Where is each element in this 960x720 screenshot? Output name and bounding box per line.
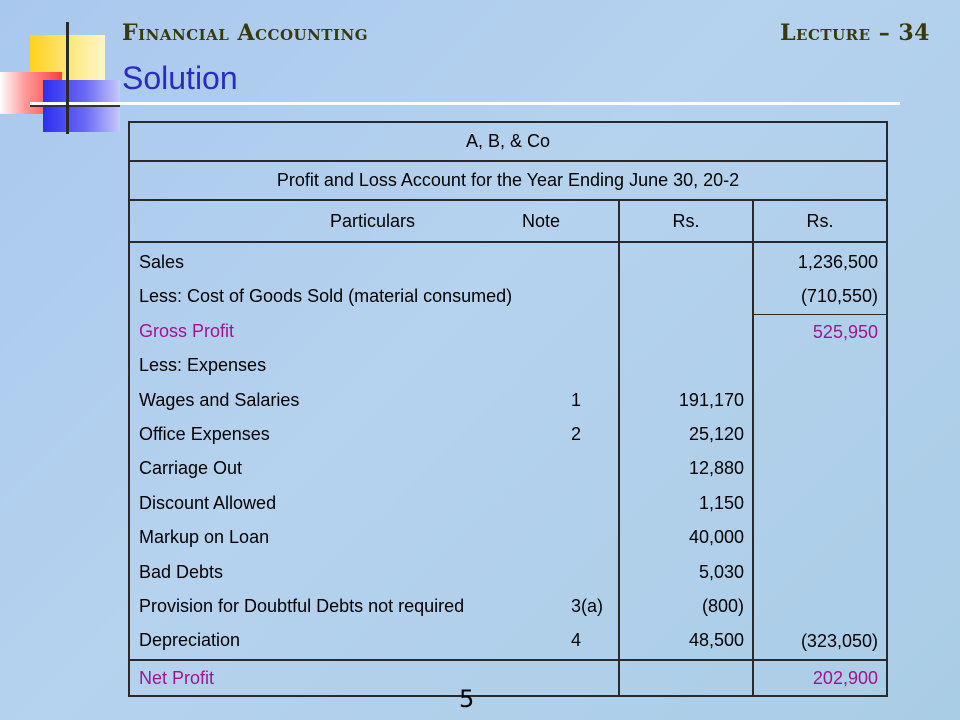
row-particulars <box>130 245 618 279</box>
particulars-text: Less: Expenses <box>139 355 267 376</box>
row-particulars <box>130 348 618 382</box>
net-profit-amount: 202,900 <box>812 667 878 688</box>
particulars-text: Office Expenses <box>139 423 270 444</box>
note-value: 1 <box>571 389 582 410</box>
rs1-amount <box>620 245 752 279</box>
note-header: Note <box>522 211 561 231</box>
decor-horizontal-line-dark <box>30 105 120 107</box>
rs1-amount <box>620 314 752 348</box>
rs1-amount: (800) <box>701 595 744 616</box>
particulars-text: Carriage Out <box>139 458 243 479</box>
net-profit-rs1 <box>619 660 753 696</box>
rs1-column <box>619 242 753 660</box>
rs2-amount: 1,236,500 <box>797 252 878 272</box>
rs2-amount <box>754 418 886 452</box>
rs2-amount <box>754 349 886 383</box>
rs2-amount: 525,950 <box>754 314 886 349</box>
rs1-amount: 5,030 <box>698 561 744 582</box>
rs2-column <box>753 242 887 660</box>
rs2-amount <box>754 590 886 624</box>
rs2-amount <box>754 556 886 590</box>
particulars-column <box>129 242 619 660</box>
lecture-number: Lecture – 34 <box>780 20 930 46</box>
row-particulars <box>130 314 618 348</box>
rs1-amount: 48,500 <box>688 630 744 651</box>
note-value: 3(a) <box>571 595 604 616</box>
note-value: 4 <box>571 630 582 651</box>
particulars-text: Depreciation <box>139 630 241 651</box>
rs1-amount: 40,000 <box>688 527 744 548</box>
row-particulars <box>130 623 618 657</box>
rs1-amount: 25,120 <box>688 423 744 444</box>
course-title: Financial Accounting <box>122 20 368 46</box>
column-header-particulars <box>129 200 619 242</box>
rs1-amount <box>620 279 752 313</box>
rs2-amount <box>754 384 886 418</box>
statement-title: Profit and Loss Account for the Year Ending June 30, 20-2 <box>129 161 887 200</box>
decor-horizontal-line <box>30 102 900 105</box>
note-value: 2 <box>571 423 582 444</box>
particulars-header: Particulars <box>330 211 416 231</box>
company-name: A, B, & Co <box>129 122 887 161</box>
rs1-amount <box>620 348 752 382</box>
net-profit-label: Net Profit <box>139 667 215 688</box>
rs2-amount <box>754 452 886 486</box>
row-particulars <box>130 451 618 485</box>
row-particulars <box>130 417 618 451</box>
row-particulars <box>130 279 618 313</box>
page-number: 5 <box>459 685 475 713</box>
row-particulars <box>130 383 618 417</box>
particulars-text: Less: Cost of Goods Sold (material consumed) <box>139 286 513 307</box>
net-profit-rs2-cell <box>753 660 887 696</box>
rs1-amount: 12,880 <box>688 458 744 479</box>
rs2-amount <box>754 521 886 555</box>
decor-vertical-line <box>66 22 69 134</box>
rs1-amount: 191,170 <box>678 389 744 410</box>
particulars-text: Discount Allowed <box>139 492 277 513</box>
row-particulars <box>130 555 618 589</box>
row-particulars <box>130 520 618 554</box>
particulars-text: Sales <box>139 252 185 272</box>
row-particulars <box>130 589 618 623</box>
column-header-rs2: Rs. <box>753 200 887 242</box>
net-profit-cell <box>129 660 619 696</box>
rs2-amount <box>754 487 886 521</box>
rs2-amount: (323,050) <box>800 631 878 652</box>
slide-title: Solution <box>122 60 238 96</box>
column-header-rs1: Rs. <box>619 200 753 242</box>
rs2-amount: (710,550) <box>800 286 878 307</box>
profit-loss-table <box>128 121 888 697</box>
particulars-text: Bad Debts <box>139 561 224 582</box>
particulars-text: Gross Profit <box>139 320 235 341</box>
row-particulars <box>130 486 618 520</box>
particulars-text: Provision for Doubtful Debts not required <box>139 595 465 616</box>
particulars-text: Wages and Salaries <box>139 389 300 410</box>
particulars-text: Markup on Loan <box>139 527 270 548</box>
rs1-amount: 1,150 <box>698 492 744 513</box>
